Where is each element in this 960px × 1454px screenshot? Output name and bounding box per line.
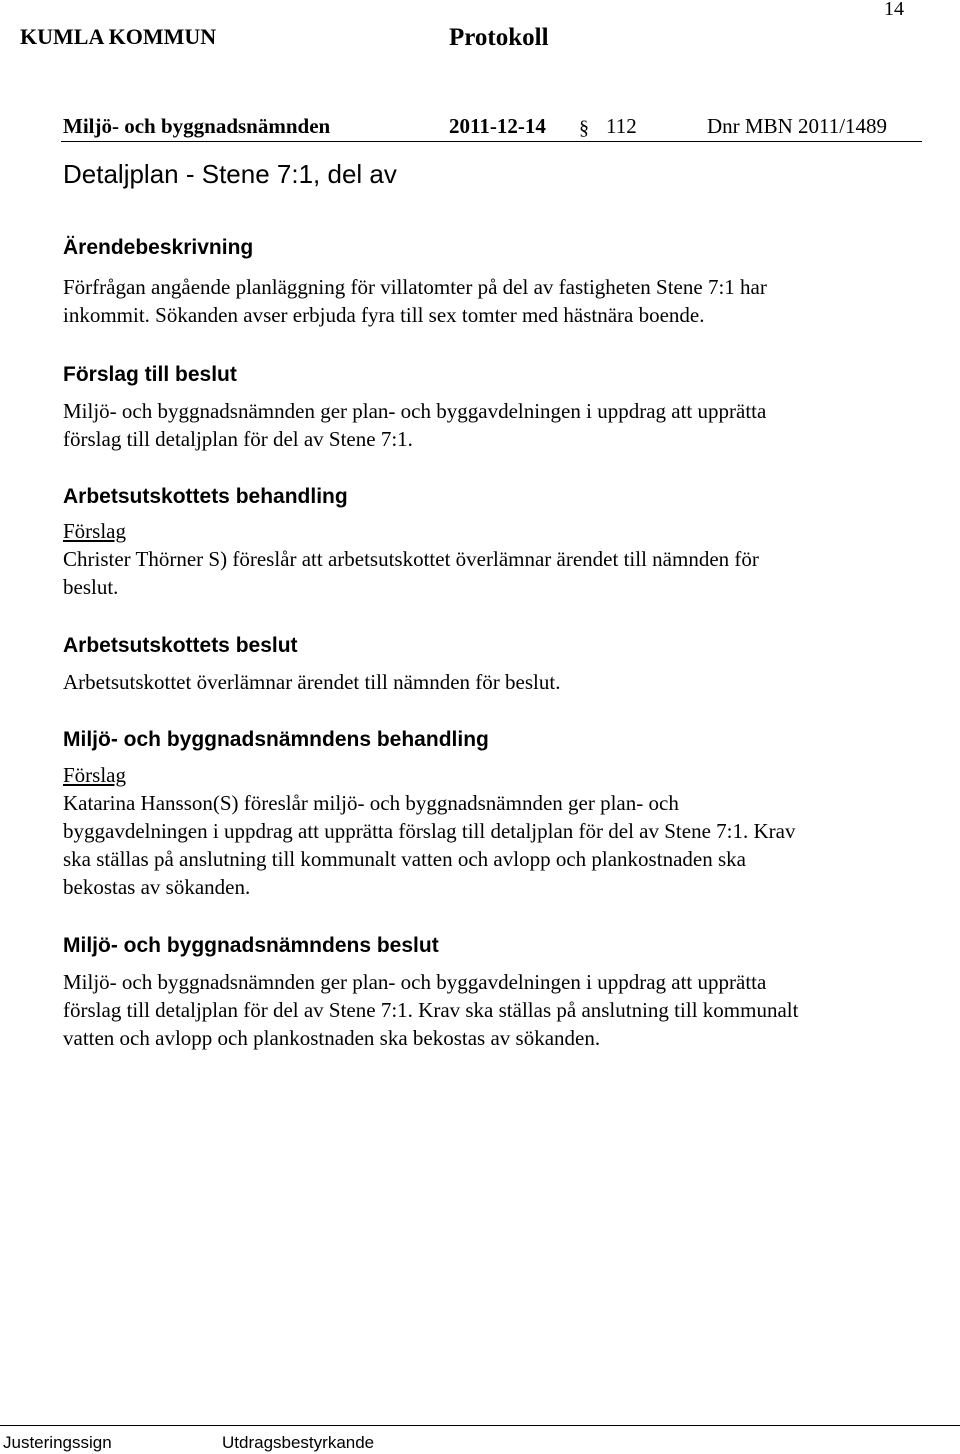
meeting-date: 2011-12-14 — [449, 114, 546, 138]
organization-name: KUMLA KOMMUN — [20, 24, 217, 49]
footer-utdragsbestyrkande: Utdragsbestyrkande — [222, 1433, 375, 1452]
mbn-behandling-line: byggavdelningen i uppdrag att upprätta förslag till detaljplan för del av Stene 7:1. Krav — [63, 819, 796, 843]
footer-divider — [0, 1425, 960, 1426]
mbn-beslut-line: vatten och avlopp och plankostnaden ska bekostas av sökanden. — [63, 1026, 601, 1050]
heading-mbn-behandling: Miljö- och byggnadsnämndens behandling — [63, 728, 489, 751]
au-behandling-line: Christer Thörner S) föreslår att arbetsutskottet överlämnar ärendet till nämnden för — [63, 547, 759, 571]
heading-mbn-beslut: Miljö- och byggnadsnämndens beslut — [63, 934, 439, 957]
paragraph-number: 112 — [606, 114, 637, 138]
mbn-behandling-subheading: Förslag — [63, 763, 126, 787]
forslag-till-beslut-line: förslag till detaljplan för del av Stene 7:1. — [63, 427, 413, 451]
svg-text:§: § — [579, 117, 589, 138]
heading-au-beslut: Arbetsutskottets beslut — [63, 634, 298, 657]
mbn-behandling-line: bekostas av sökanden. — [63, 875, 251, 899]
mbn-behandling-line: ska ställas på anslutning till kommunalt vatten och avlopp och plankostnaden ska — [63, 847, 746, 871]
arendebeskrivning-line: Förfrågan angående planläggning för villatomter på del av fastigheten Stene 7:1 har — [63, 275, 767, 299]
heading-forslag-till-beslut: Förslag till beslut — [63, 363, 237, 386]
document-title: Detaljplan - Stene 7:1, del av — [63, 159, 397, 189]
au-beslut-line: Arbetsutskottet överlämnar ärendet till nämnden för beslut. — [63, 670, 561, 694]
footer-justeringssign: Justeringssign — [3, 1433, 112, 1452]
page-number: 14 — [884, 0, 904, 20]
heading-au-behandling: Arbetsutskottets behandling — [63, 485, 348, 508]
diary-number: Dnr MBN 2011/1489 — [707, 114, 888, 138]
document-type: Protokoll — [449, 24, 549, 51]
header-divider — [61, 141, 922, 142]
board-name: Miljö- och byggnadsnämnden — [63, 114, 331, 138]
forslag-till-beslut-line: Miljö- och byggnadsnämnden ger plan- och byggavdelningen i uppdrag att upprätta — [63, 399, 767, 423]
arendebeskrivning-line: inkommit. Sökanden avser erbjuda fyra till sex tomter med hästnära boende. — [63, 303, 705, 327]
mbn-beslut-line: Miljö- och byggnadsnämnden ger plan- och byggavdelningen i uppdrag att upprätta — [63, 970, 767, 994]
mbn-beslut-line: förslag till detaljplan för del av Stene 7:1. Krav ska ställas på anslutning till kommunalt — [63, 998, 799, 1022]
au-behandling-subheading: Förslag — [63, 519, 126, 543]
mbn-behandling-line: Katarina Hansson(S) föreslår miljö- och byggnadsnämnden ger plan- och — [63, 791, 679, 815]
heading-arendebeskrivning: Ärendebeskrivning — [63, 236, 254, 259]
au-behandling-line: beslut. — [63, 575, 119, 599]
section-sign-icon — [574, 116, 594, 138]
